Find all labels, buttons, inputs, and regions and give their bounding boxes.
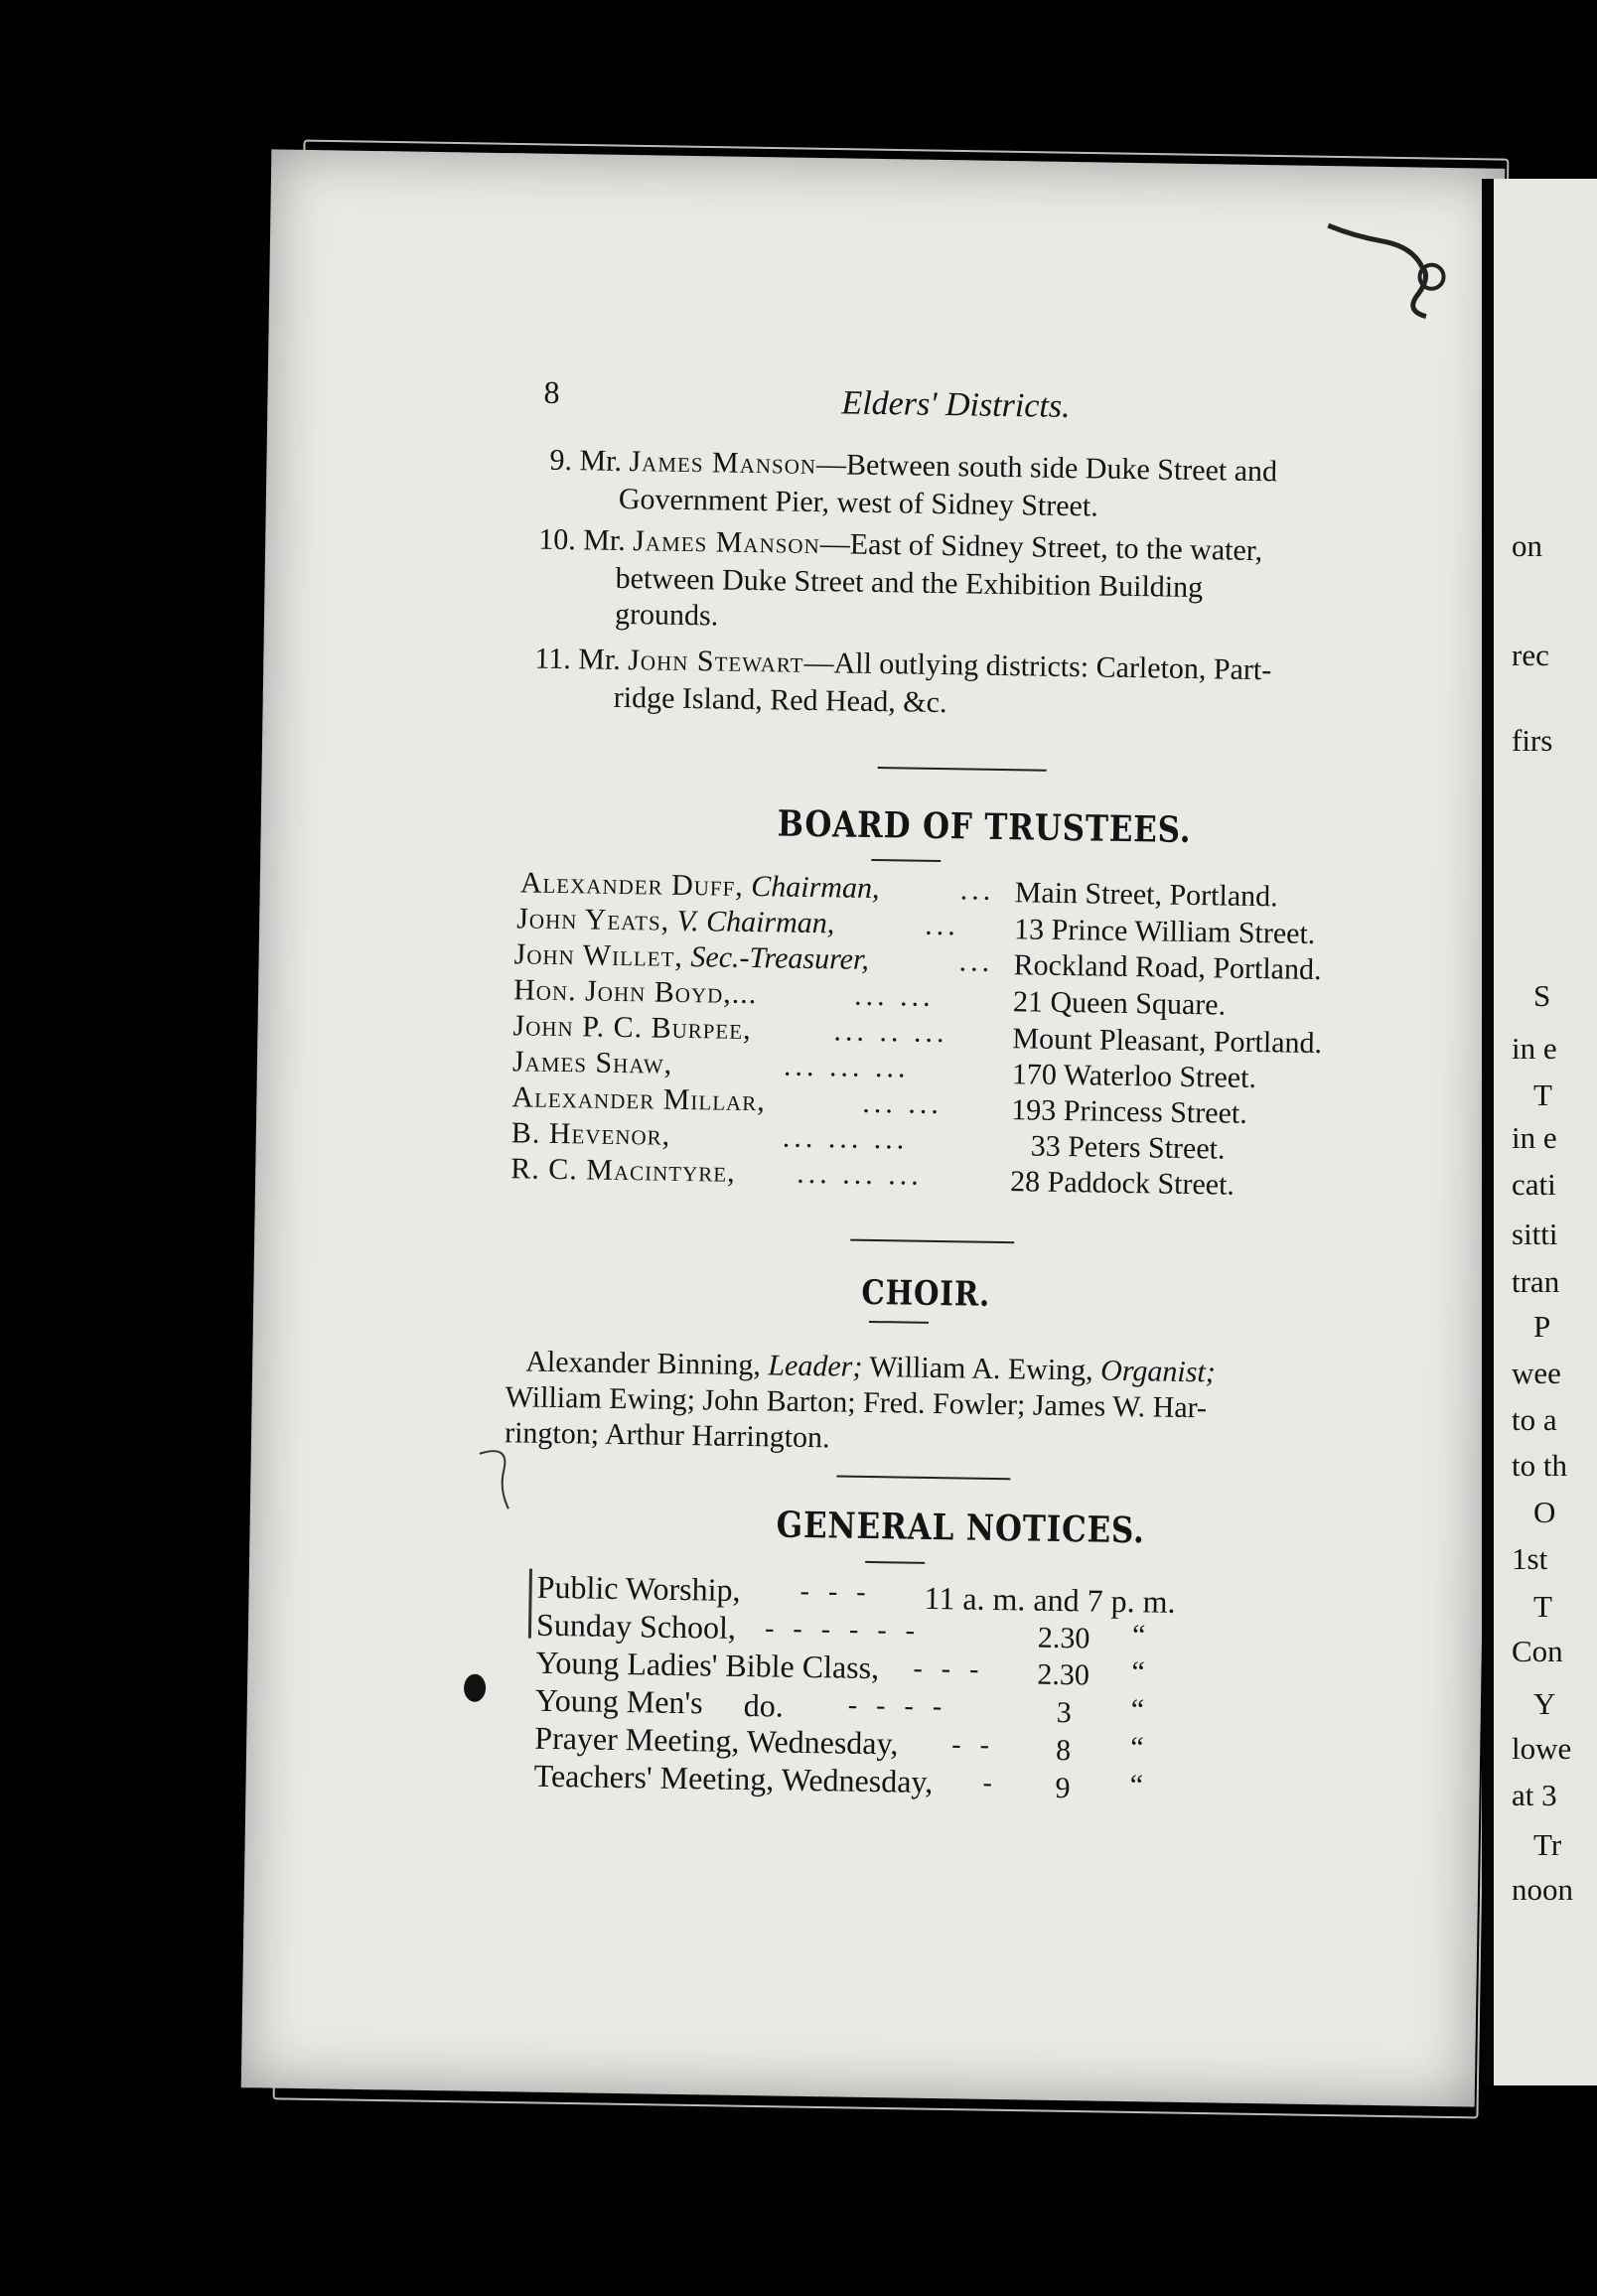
adjacent-fragment: firs (1512, 723, 1553, 758)
trustee-leader: ... ... ... (797, 1156, 924, 1192)
trustee-name: John Yeats, (516, 902, 670, 937)
trustee-role: Sec.-Treasurer, (690, 940, 870, 976)
trustee-leader: ... ... (862, 1085, 944, 1121)
adjacent-fragment: 1st (1512, 1541, 1548, 1576)
trustee-address: 33 Peters Street. (1030, 1129, 1226, 1166)
adjacent-fragment: O (1533, 1495, 1556, 1529)
notice-ditto: “ (1130, 1693, 1145, 1727)
adjacent-fragment: to a (1512, 1402, 1557, 1437)
trustee-name: James Shaw, (511, 1045, 673, 1080)
district-number: 11. (534, 642, 572, 676)
notice-dashes: - - (951, 1729, 996, 1762)
elder-name: James Manson (633, 524, 821, 561)
trustee-name: John P. C. Burpee, (512, 1009, 752, 1047)
notice-dashes: - - - (913, 1652, 985, 1685)
notice-dashes: - - - - (847, 1689, 948, 1723)
trustee-name: B. Hevenor, (510, 1116, 671, 1152)
district-description: —East of Sidney Street, to the water, (819, 527, 1263, 568)
choir-role: Organist; (1099, 1354, 1217, 1389)
notice-mid: do. (743, 1687, 785, 1724)
trustee-address: 13 Prince William Street. (1013, 913, 1316, 950)
trustees-heading: BOARD OF TRUSTEES. (777, 802, 1192, 851)
choir-member: William A. Ewing, (862, 1350, 1101, 1387)
heading-underline (865, 1561, 925, 1564)
district-entry (549, 444, 1277, 490)
trustee-leader: ... ... ... (783, 1049, 910, 1084)
elder-name: John Stewart (628, 644, 804, 679)
notices-bracket (528, 1569, 532, 1639)
adjacent-fragment: sitti (1512, 1217, 1558, 1251)
adjacent-fragment: tran (1512, 1264, 1560, 1299)
district-description-cont: between Duke Street and the Exhibition Building (615, 561, 1204, 605)
trustee-row (510, 1152, 736, 1190)
adjacent-fragment: in e (1512, 1031, 1557, 1066)
trustee-row (512, 1045, 673, 1081)
heading-underline (871, 859, 941, 862)
notice-time: 9 (1055, 1771, 1071, 1805)
district-prefix: Mr. (583, 523, 627, 558)
district-description: —Between south side Duke Street and (815, 448, 1278, 489)
trustee-name: John Willet, (513, 937, 684, 973)
notice-time: 11 a. m. and 7 p. m. (924, 1579, 1176, 1620)
notice-time: 2.30 (1037, 1657, 1090, 1692)
district-number: 10. (538, 522, 577, 557)
notice-ditto: “ (1129, 1769, 1144, 1802)
trustee-address: 21 Queen Square. (1012, 985, 1227, 1022)
adjacent-fragment: to th (1512, 1448, 1567, 1483)
notice-row (536, 1569, 740, 1609)
district-description: —All outlying districts: Carleton, Part- (803, 646, 1272, 687)
notice-time: 3 (1056, 1695, 1073, 1730)
elder-name: James Manson (629, 445, 817, 482)
district-description-cont: Government Pier, west of Sidney Street. (618, 482, 1098, 523)
trustee-row (511, 1116, 671, 1153)
adjacent-fragment: lowe (1512, 1731, 1572, 1766)
adjacent-fragment: at 3 (1512, 1778, 1557, 1812)
notice-time: 8 (1055, 1733, 1072, 1768)
ink-blot (464, 1674, 486, 1702)
choir-line: William Ewing; John Barton; Fred. Fowler; James W. Har- (505, 1380, 1208, 1425)
trustee-leader: ... (959, 873, 995, 907)
notice-dashes: - - - - - - (764, 1613, 922, 1647)
trustee-name: Hon. John Boyd,... (512, 973, 758, 1011)
district-prefix: Mr. (579, 444, 623, 478)
notice-label: Young Men's (534, 1681, 703, 1721)
choir-line: rington; Arthur Harrington. (504, 1416, 830, 1455)
trustee-row (513, 937, 869, 977)
district-description-cont: ridge Island, Red Head, &c. (613, 680, 947, 720)
choir-role: Leader; (768, 1349, 863, 1383)
adjacent-fragment: Tr (1533, 1827, 1562, 1862)
adjacent-fragment: wee (1512, 1356, 1561, 1390)
notice-ditto: “ (1131, 1655, 1146, 1689)
heading-underline (869, 1321, 929, 1324)
trustee-row (512, 1009, 752, 1047)
thread-stain-icon (1322, 215, 1463, 327)
trustee-address: 193 Princess Street. (1011, 1093, 1248, 1130)
trustee-leader: ... (958, 944, 994, 978)
section-divider (850, 1239, 1014, 1244)
adjacent-fragment: T (1533, 1589, 1552, 1624)
adjacent-fragment: cati (1512, 1167, 1556, 1202)
notice-row (535, 1645, 879, 1686)
adjacent-fragment: noon (1512, 1872, 1573, 1907)
trustee-role: V. Chairman, (676, 904, 835, 940)
trustee-leader: ... .. ... (833, 1014, 948, 1050)
notice-label: Young Ladies' Bible Class, (535, 1644, 880, 1686)
notice-dashes: - - - (799, 1575, 872, 1609)
adjacent-page (1482, 179, 1597, 2085)
choir-heading: CHOIR. (861, 1272, 991, 1315)
notices-heading: GENERAL NOTICES. (776, 1504, 1146, 1552)
adjacent-fragment: Con (1512, 1634, 1563, 1668)
district-prefix: Mr. (578, 643, 622, 676)
adjacent-fragment: on (1512, 528, 1542, 563)
notice-ditto: “ (1129, 1731, 1144, 1765)
notice-row (533, 1758, 933, 1800)
trustee-name: Alexander Duff, (519, 866, 745, 903)
district-description-cont: grounds. (614, 597, 719, 633)
running-head: Elders' Districts. (841, 384, 1071, 426)
trustee-leader: ... (924, 908, 959, 942)
notice-label: Teachers' Meeting, Wednesday, (533, 1757, 934, 1800)
section-divider (878, 767, 1047, 772)
adjacent-fragment: T (1533, 1077, 1552, 1112)
notice-label: Sunday School, (535, 1606, 737, 1646)
notice-dashes: - (982, 1767, 993, 1798)
trustee-leader: ... ... ... (782, 1120, 909, 1156)
page-number: 8 (543, 373, 560, 410)
adjacent-fragment: in e (1512, 1120, 1557, 1155)
pencil-mark-icon (474, 1444, 534, 1514)
trustee-row (516, 902, 835, 940)
district-entry (538, 523, 1262, 568)
trustee-address: 28 Paddock Street. (1009, 1165, 1235, 1202)
adjacent-fragment: S (1533, 978, 1551, 1013)
district-number: 9. (549, 443, 573, 478)
notice-row (535, 1682, 703, 1722)
notice-label: Public Worship, (536, 1568, 741, 1608)
trustee-name: R. C. Macintyre, (510, 1152, 736, 1189)
trustee-leader: ... ... (853, 978, 935, 1013)
adjacent-fragment: P (1533, 1309, 1551, 1344)
trustee-address: 170 Waterloo Street. (1011, 1058, 1257, 1095)
notice-row (534, 1720, 899, 1763)
adjacent-fragment: Y (1533, 1686, 1556, 1721)
trustee-row (511, 1080, 766, 1118)
trustee-name: Alexander Millar, (511, 1080, 766, 1118)
notice-label: Prayer Meeting, Wednesday, (534, 1719, 899, 1762)
trustee-row (513, 973, 758, 1011)
trustee-address: Rockland Road, Portland. (1013, 948, 1322, 987)
trustee-address: Mount Pleasant, Portland. (1012, 1022, 1323, 1061)
notice-ditto: “ (1131, 1619, 1146, 1652)
trustee-row (520, 866, 880, 906)
notice-time: 2.30 (1037, 1621, 1090, 1655)
choir-member: Alexander Binning, (525, 1345, 769, 1382)
trustee-address: Main Street, Portland. (1014, 876, 1278, 914)
trustee-role: Chairman, (751, 870, 880, 906)
document-page (241, 149, 1506, 2106)
adjacent-fragment: rec (1512, 638, 1549, 672)
notice-row (536, 1607, 736, 1647)
section-divider (836, 1475, 1010, 1480)
